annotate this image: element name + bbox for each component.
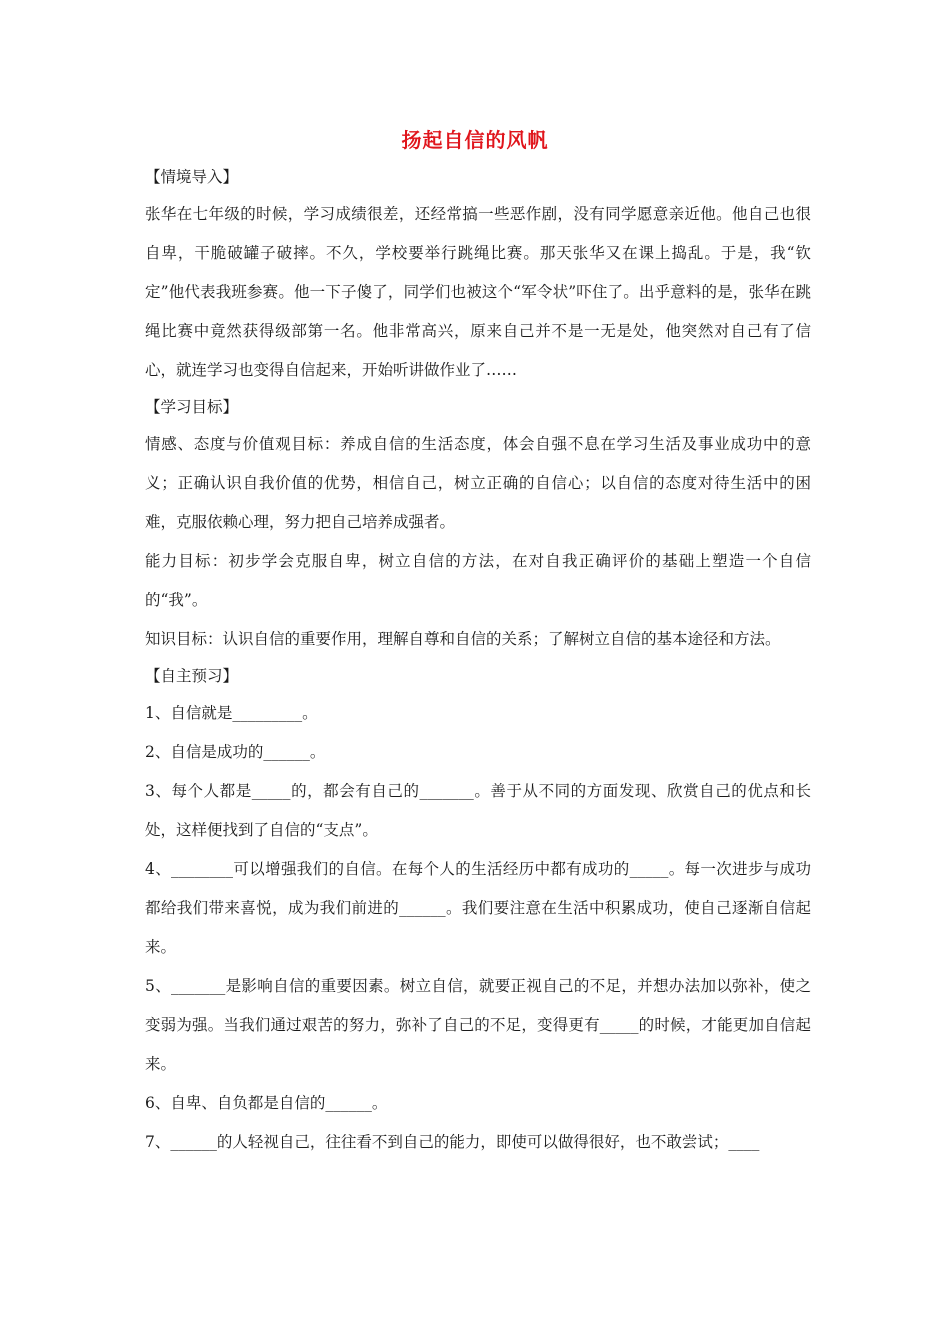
preview-item-6: 6、自卑、自负都是自信的______。 xyxy=(145,1094,388,1112)
section-heading-goals: 【学习目标】 xyxy=(145,398,239,416)
document-title: 扬起自信的风帆 xyxy=(401,128,549,152)
section-heading-intro: 【情境导入】 xyxy=(145,168,239,186)
goal-ability-paragraph: 能力目标：初步学会克服自卑，树立自信的方法，在对自我正确评价的基础上塑造一个自信的“我”。 xyxy=(145,552,811,609)
goal-emotion-paragraph: 情感、态度与价值观目标：养成自信的生活态度，体会自强不息在学习生活及事业成功中的意义；正确认识自我价值的优势，相信自己，树立正确的自信心；以自信的态度对待生活中的困难，克服依赖心理，努力把自己培养成强者。 xyxy=(145,435,811,531)
intro-story-paragraph: 张华在七年级的时候，学习成绩很差，还经常搞一些恶作剧，没有同学愿意亲近他。他自己也很自卑，干脆破罐子破摔。不久，学校要举行跳绳比赛。那天张华又在课上捣乱。于是，我“钦定”他代表我班参赛。他一下子傻了，同学们也被这个“军令状”吓住了。出乎意料的是，张华在跳绳比赛中竟然获得级部第一名。他非常高兴，原来自己并不是一无是处，他突然对自己有了信心，就连学习也变得自信起来，开始听讲做作业了…… xyxy=(145,205,811,379)
goal-knowledge-paragraph: 知识目标：认识自信的重要作用，理解自尊和自信的关系；了解树立自信的基本途径和方法。 xyxy=(145,630,781,648)
preview-item-2: 2、自信是成功的______。 xyxy=(145,743,326,761)
preview-item-4: 4、________可以增强我们的自信。在每个人的生活经历中都有成功的_____。每一次进步与成功都给我们带来喜悦，成为我们前进的______。我们要注意在生活中积累成功，使自己逐渐自信起来。 xyxy=(145,860,811,956)
preview-item-7: 7、______的人轻视自己，往往看不到自己的能力，即使可以做得很好，也不敢尝试；____ xyxy=(145,1133,760,1151)
preview-item-1: 1、自信就是_________。 xyxy=(145,704,318,722)
preview-item-3: 3、每个人都是_____的，都会有自己的_______。善于从不同的方面发现、欣赏自己的优点和长处，这样便找到了自信的“支点”。 xyxy=(145,782,811,839)
preview-item-5: 5、_______是影响自信的重要因素。树立自信，就要正视自己的不足，并想办法加以弥补，使之变弱为强。当我们通过艰苦的努力，弥补了自己的不足，变得更有_____的时候，才能更加自信起来。 xyxy=(145,977,811,1073)
section-heading-preview: 【自主预习】 xyxy=(145,667,239,685)
document-body xyxy=(145,160,811,1162)
